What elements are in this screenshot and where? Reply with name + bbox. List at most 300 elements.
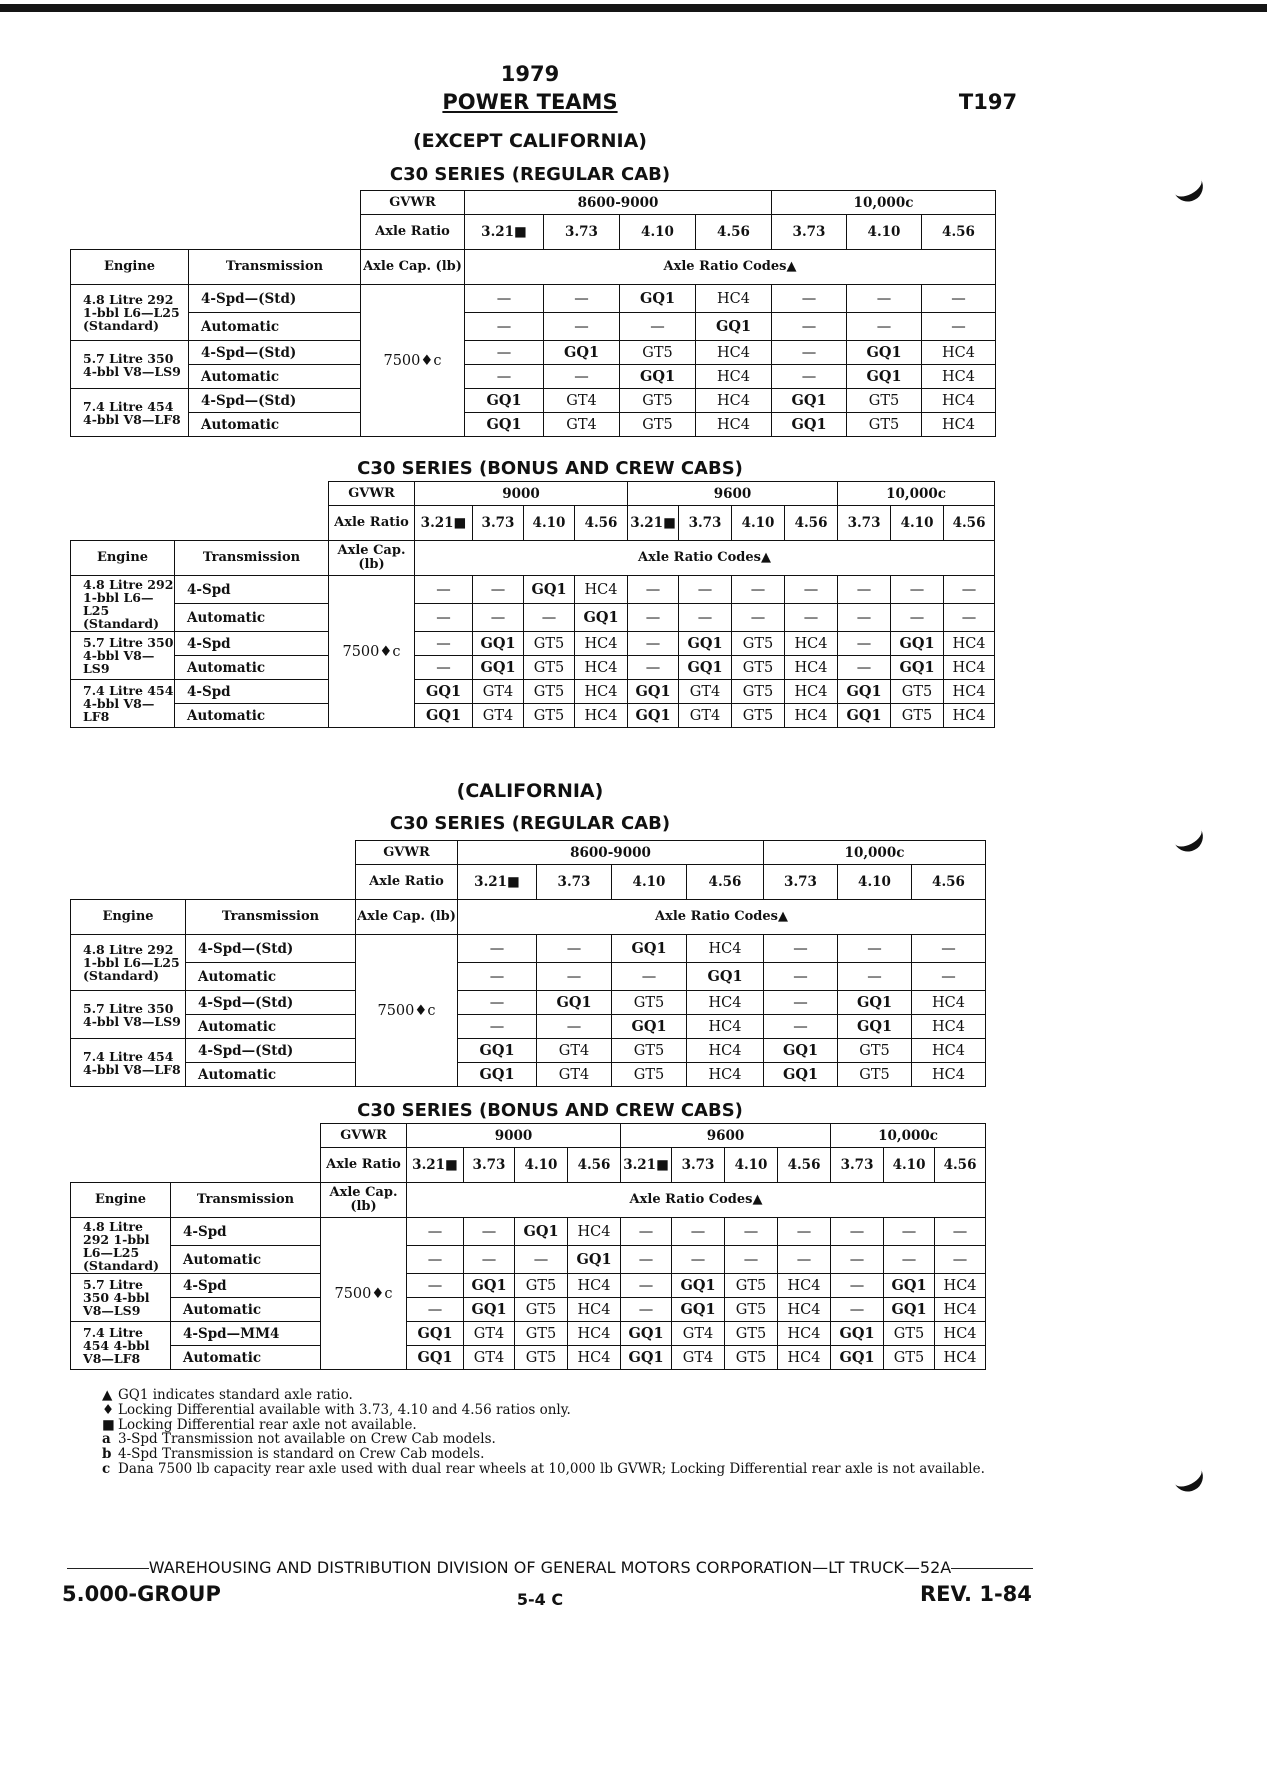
axle-code-cell: GQ1 [679,632,732,656]
transmission-cell: Automatic [175,656,329,680]
transmission-cell: 4-Spd [175,576,329,604]
axle-code-cell: — [628,604,679,632]
axle-code-cell: HC4 [935,1274,986,1298]
axle-code-cell: HC4 [912,1063,986,1087]
footer-group: 5.000-GROUP [62,1582,221,1606]
axle-code-cell: GQ1 [515,1218,568,1246]
axle-ratio-header: 4.56 [568,1148,621,1183]
axle-code-cell: — [772,313,847,341]
axle-code-cell: HC4 [778,1346,831,1370]
axle-code-cell: HC4 [687,1015,764,1039]
axle-code-cell: GT4 [464,1322,515,1346]
axle-capacity-label: Axle Cap. (lb) [329,541,415,576]
axle-code-cell: — [537,963,612,991]
transmission-cell: Automatic [189,413,361,437]
axle-code-cell: — [935,1246,986,1274]
axle-ratio-header: 4.10 [847,215,922,250]
axle-code-cell: GQ1 [465,413,544,437]
axle-code-cell: — [912,963,986,991]
axle-code-cell: GT5 [838,1039,912,1063]
axle-code-cell: GQ1 [838,680,891,704]
table-row [71,576,995,604]
axle-ratio-header: 3.21■ [621,1148,672,1183]
engine-column-header: Engine [71,250,189,285]
axle-code-cell: GQ1 [407,1346,464,1370]
axle-ratio-label: Axle Ratio [356,865,458,900]
axle-code-cell: — [785,604,838,632]
engine-cell: 5.7 Litre 350 4-bbl V8—LS9 [71,341,189,389]
axle-code-cell: HC4 [696,389,772,413]
axle-code-cell: — [732,576,785,604]
table-row [71,1298,986,1322]
axle-code-cell: HC4 [575,704,628,728]
axle-code-cell: — [831,1274,884,1298]
gvwr-group-header: 10,000c [764,841,986,865]
axle-ratio-header: 4.10 [524,506,575,541]
axle-code-cell: GT4 [464,1346,515,1370]
axle-code-cell: HC4 [922,365,996,389]
table-row [71,1015,986,1039]
axle-code-cell: — [628,656,679,680]
axle-code-cell: — [537,935,612,963]
axle-code-cell: — [407,1218,464,1246]
gvwr-group-header: 8600-9000 [465,191,772,215]
axle-code-cell: GT5 [515,1298,568,1322]
axle-code-cell: — [415,604,473,632]
axle-code-cell: — [764,935,838,963]
axle-code-cell: HC4 [696,341,772,365]
axle-code-cell: GQ1 [620,365,696,389]
axle-code-cell: HC4 [568,1218,621,1246]
axle-code-cell: — [772,365,847,389]
top-edge-bar [0,4,1267,12]
binder-hole-mark [1172,824,1208,857]
axle-code-cell: — [415,576,473,604]
transmission-cell: 4-Spd—(Std) [189,341,361,365]
transmission-cell: Automatic [186,1015,356,1039]
axle-code-cell: GT5 [524,656,575,680]
table-row [71,389,996,413]
footnote-marker: ♦ [102,1401,115,1418]
axle-ratio-header: 4.56 [912,865,986,900]
transmission-cell: Automatic [171,1298,321,1322]
gvwr-group-header: 10,000c [772,191,996,215]
axle-code-cell: HC4 [687,991,764,1015]
axle-code-cell: — [725,1246,778,1274]
footer-page-number: 5-4 C [516,1590,564,1609]
axle-ratio-header: 3.21■ [458,865,537,900]
axle-code-cell: — [621,1246,672,1274]
axle-code-cell: GT5 [524,704,575,728]
footnote-marker: a [102,1431,111,1448]
gvwr-label: GVWR [321,1124,407,1148]
engine-column-header: Engine [71,541,175,576]
gvwr-group-header: 10,000c [838,482,995,506]
axle-code-cell: — [465,313,544,341]
axle-ratio-header: 3.73 [672,1148,725,1183]
transmission-cell: Automatic [175,704,329,728]
axle-ratio-header: 3.73 [838,506,891,541]
engine-cell: 7.4 Litre 454 4-bbl V8—LF8 [71,1039,186,1087]
axle-ratio-header: 4.56 [778,1148,831,1183]
transmission-column-header: Transmission [175,541,329,576]
table-row [71,991,986,1015]
engine-cell: 7.4 Litre 454 4-bbl V8—LF8 [71,389,189,437]
axle-code-cell: GQ1 [672,1274,725,1298]
axle-code-cell: HC4 [922,413,996,437]
footnote-item [102,1388,985,1403]
page-id: T197 [958,90,1018,114]
gvwr-label: GVWR [356,841,458,865]
axle-code-cell: — [838,576,891,604]
axle-ratio-header: 3.73 [772,215,847,250]
axle-ratio-header: 4.10 [620,215,696,250]
table-row [71,413,996,437]
axle-capacity-cell: 7500♦c [356,935,458,1087]
gvwr-group-header: 10,000c [831,1124,986,1148]
axle-ratio-header: 4.10 [725,1148,778,1183]
axle-code-cell: — [679,576,732,604]
axle-code-cell: — [458,935,537,963]
axle-code-cell: GQ1 [473,656,524,680]
table-row [71,935,986,963]
power-team-table-ca-regular [70,840,986,1087]
axle-code-cell: — [944,604,995,632]
axle-code-cell: GT5 [725,1346,778,1370]
axle-code-cell: — [912,935,986,963]
table-row [71,704,995,728]
axle-code-cell: GT5 [515,1322,568,1346]
axle-code-cell: GQ1 [415,704,473,728]
transmission-cell: 4-Spd [171,1218,321,1246]
transmission-cell: 4-Spd [175,632,329,656]
axle-code-cell: — [831,1218,884,1246]
axle-code-cell: HC4 [912,991,986,1015]
axle-code-cell: — [922,285,996,313]
footnote-item [102,1403,985,1418]
axle-code-cell: — [407,1298,464,1322]
table-row [71,963,986,991]
transmission-cell: 4-Spd [175,680,329,704]
footnote-text: Locking Differential available with 3.73, 4.10 and 4.56 ratios only. [118,1401,571,1418]
axle-code-cell: GQ1 [672,1298,725,1322]
gvwr-group-header: 9000 [407,1124,621,1148]
footnote-text: Locking Differential rear axle not available. [118,1416,417,1433]
axle-code-cell: — [935,1218,986,1246]
transmission-cell: 4-Spd—(Std) [186,935,356,963]
axle-code-cell: GQ1 [772,389,847,413]
axle-code-cell: HC4 [912,1015,986,1039]
blank-corner [71,191,361,215]
axle-code-cell: GT4 [672,1346,725,1370]
axle-code-cell: GT5 [725,1274,778,1298]
axle-code-cell: — [838,963,912,991]
axle-code-cell: GQ1 [838,1015,912,1039]
axle-code-cell: — [831,1246,884,1274]
footnote-marker: ■ [102,1416,115,1433]
engine-column-header: Engine [71,1183,171,1218]
axle-code-cell: GQ1 [544,341,620,365]
axle-ratio-header: 3.21■ [415,506,473,541]
axle-code-cell: HC4 [912,1039,986,1063]
engine-cell: 4.8 Litre 292 1-bbl L6—L25 (Standard) [71,935,186,991]
axle-code-cell: GT4 [679,680,732,704]
axle-code-cell: — [891,604,944,632]
axle-ratio-header: 3.21■ [628,506,679,541]
table-row [71,604,995,632]
axle-code-cell: HC4 [922,389,996,413]
axle-code-cell: GQ1 [838,991,912,1015]
axle-code-cell: — [621,1218,672,1246]
axle-code-cell: GQ1 [679,656,732,680]
axle-code-cell: GQ1 [458,1063,537,1087]
axle-code-cell: GT4 [544,389,620,413]
footnote-text: GQ1 indicates standard axle ratio. [118,1387,353,1403]
engine-cell: 5.7 Litre 350 4-bbl V8—LS9 [71,1274,171,1322]
axle-code-cell: HC4 [687,935,764,963]
axle-ratio-label: Axle Ratio [361,215,465,250]
axle-ratio-header: 4.56 [696,215,772,250]
table-row [71,1346,986,1370]
axle-code-cell: GQ1 [568,1246,621,1274]
transmission-column-header: Transmission [189,250,361,285]
axle-code-cell: — [891,576,944,604]
axle-code-cell: — [732,604,785,632]
region-heading-except-california: (EXCEPT CALIFORNIA) [412,130,647,152]
axle-code-cell: HC4 [944,656,995,680]
axle-code-cell: — [764,963,838,991]
transmission-cell: Automatic [189,313,361,341]
axle-code-cell: HC4 [696,413,772,437]
axle-code-cell: — [464,1218,515,1246]
axle-code-cell: — [464,1246,515,1274]
transmission-cell: Automatic [186,1063,356,1087]
footnote-marker: b [102,1446,112,1463]
axle-ratio-header: 4.56 [687,865,764,900]
axle-code-cell: GQ1 [831,1346,884,1370]
footnote-marker: ▲ [102,1387,113,1403]
axle-code-cell: — [621,1298,672,1322]
footer-division-text: WAREHOUSING AND DISTRIBUTION DIVISION OF GENERAL MOTORS CORPORATION—LT TRUCK—52A [148,1558,952,1577]
axle-code-cell: GT5 [847,389,922,413]
axle-code-cell: GT5 [524,680,575,704]
transmission-cell: 4-Spd—(Std) [186,1039,356,1063]
blank-corner [71,506,329,541]
axle-code-cell: GT4 [672,1322,725,1346]
axle-code-cell: — [672,1246,725,1274]
axle-ratio-header: 3.73 [544,215,620,250]
axle-code-cell: — [465,365,544,389]
axle-ratio-header: 3.21■ [465,215,544,250]
axle-code-cell: GQ1 [884,1274,935,1298]
axle-code-cell: HC4 [778,1322,831,1346]
axle-code-cell: GQ1 [696,313,772,341]
axle-ratio-codes-header: Axle Ratio Codes▲ [458,900,986,935]
table-row [71,656,995,680]
axle-code-cell: GT5 [725,1322,778,1346]
axle-code-cell: — [838,632,891,656]
axle-ratio-header: 3.73 [764,865,838,900]
axle-code-cell: GT4 [473,704,524,728]
axle-code-cell: — [944,576,995,604]
footnote-text: 3-Spd Transmission not available on Crew Cab models. [118,1431,496,1448]
axle-code-cell: — [922,313,996,341]
axle-code-cell: HC4 [785,704,838,728]
table-row [71,341,996,365]
axle-code-cell: — [628,576,679,604]
axle-code-cell: — [458,963,537,991]
axle-code-cell: GQ1 [465,389,544,413]
axle-ratio-codes-header: Axle Ratio Codes▲ [465,250,996,285]
transmission-cell: Automatic [175,604,329,632]
axle-ratio-header: 4.56 [922,215,996,250]
blank-corner [71,865,356,900]
footer-division-line [65,1558,1035,1577]
gvwr-group-header: 9600 [621,1124,831,1148]
axle-code-cell: — [407,1274,464,1298]
blank-corner [71,482,329,506]
axle-code-cell: — [772,341,847,365]
footnote-text: 4-Spd Transmission is standard on Crew Cab models. [118,1446,485,1463]
axle-code-cell: — [838,656,891,680]
axle-code-cell: GT4 [537,1063,612,1087]
axle-code-cell: GT5 [620,341,696,365]
axle-code-cell: GQ1 [612,1015,687,1039]
axle-ratio-header: 3.73 [464,1148,515,1183]
axle-code-cell: GQ1 [621,1322,672,1346]
axle-code-cell: GT5 [620,389,696,413]
axle-code-cell: — [831,1298,884,1322]
region-heading-california: (CALIFORNIA) [456,780,604,802]
table-row [71,1246,986,1274]
engine-cell: 5.7 Litre 350 4-bbl V8—LS9 [71,632,175,680]
table-row [71,1063,986,1087]
axle-code-cell: GQ1 [772,413,847,437]
engine-cell: 7.4 Litre 454 4-bbl V8—LF8 [71,1322,171,1370]
table-row [71,313,996,341]
gvwr-label: GVWR [329,482,415,506]
engine-column-header: Engine [71,900,186,935]
axle-code-cell: GQ1 [831,1322,884,1346]
axle-code-cell: GT5 [612,991,687,1015]
footnote-item [102,1432,985,1447]
table-row [71,632,995,656]
axle-ratio-header: 4.10 [838,865,912,900]
axle-ratio-label: Axle Ratio [321,1148,407,1183]
axle-code-cell: — [672,1218,725,1246]
axle-code-cell: HC4 [575,656,628,680]
footnotes [102,1388,985,1477]
axle-code-cell: GQ1 [621,1346,672,1370]
footnote-item [102,1418,985,1433]
axle-code-cell: GQ1 [415,680,473,704]
axle-code-cell: HC4 [944,704,995,728]
axle-code-cell: GT4 [537,1039,612,1063]
axle-code-cell: HC4 [575,680,628,704]
table-row [71,680,995,704]
axle-code-cell: — [764,991,838,1015]
transmission-cell: 4-Spd—(Std) [189,389,361,413]
axle-code-cell: GT5 [838,1063,912,1087]
table-row [71,365,996,389]
axle-code-cell: GQ1 [464,1274,515,1298]
axle-code-cell: GT5 [732,632,785,656]
axle-code-cell: — [628,632,679,656]
axle-ratio-header: 3.21■ [407,1148,464,1183]
axle-code-cell: HC4 [785,632,838,656]
axle-code-cell: GT4 [544,413,620,437]
axle-code-cell: GT5 [847,413,922,437]
gvwr-group-header: 8600-9000 [458,841,764,865]
axle-code-cell: HC4 [687,1039,764,1063]
footnote-item [102,1462,985,1477]
axle-code-cell: — [778,1246,831,1274]
axle-code-cell: — [465,285,544,313]
transmission-cell: Automatic [171,1246,321,1274]
axle-code-cell: — [407,1246,464,1274]
axle-capacity-cell: 7500♦c [329,576,415,728]
axle-code-cell: GT5 [612,1063,687,1087]
axle-code-cell: GQ1 [884,1298,935,1322]
engine-cell: 7.4 Litre 454 4-bbl V8—LF8 [71,680,175,728]
axle-code-cell: GQ1 [687,963,764,991]
axle-code-cell: GQ1 [847,341,922,365]
axle-code-cell: — [473,604,524,632]
table-row [71,285,996,313]
axle-code-cell: — [785,576,838,604]
power-team-table-except-ca-crew [70,481,995,728]
axle-ratio-header: 4.56 [785,506,838,541]
axle-code-cell: — [544,365,620,389]
axle-code-cell: HC4 [696,365,772,389]
transmission-cell: 4-Spd—(Std) [189,285,361,313]
axle-code-cell: HC4 [944,680,995,704]
axle-code-cell: GT4 [473,680,524,704]
transmission-cell: Automatic [189,365,361,389]
transmission-cell: 4-Spd—MM4 [171,1322,321,1346]
axle-ratio-header: 4.10 [612,865,687,900]
axle-code-cell: GT5 [884,1346,935,1370]
footnote-text: Dana 7500 lb capacity rear axle used with dual rear wheels at 10,000 lb GVWR; Locking Differential rear axle is not available. [118,1460,985,1477]
axle-code-cell: — [838,935,912,963]
power-team-table-ca-crew [70,1123,986,1370]
blank-corner [71,1124,321,1148]
axle-code-cell: HC4 [568,1322,621,1346]
axle-code-cell: GT5 [732,680,785,704]
section-title-ca-crew: C30 SERIES (BONUS AND CREW CABS) [357,1100,743,1121]
axle-code-cell: GT5 [891,680,944,704]
axle-code-cell: GQ1 [464,1298,515,1322]
axle-code-cell: HC4 [568,1274,621,1298]
axle-code-cell: — [778,1218,831,1246]
axle-capacity-cell: 7500♦c [321,1218,407,1370]
axle-ratio-header: 4.10 [891,506,944,541]
axle-ratio-header: 4.10 [515,1148,568,1183]
footer-revision: REV. 1-84 [920,1582,1032,1606]
axle-code-cell: GQ1 [537,991,612,1015]
axle-ratio-header: 4.56 [935,1148,986,1183]
axle-ratio-header: 4.56 [575,506,628,541]
axle-ratio-label: Axle Ratio [329,506,415,541]
axle-code-cell: GQ1 [458,1039,537,1063]
transmission-cell: Automatic [186,963,356,991]
engine-cell: 4.8 Litre 292 1-bbl L6—L25 (Standard) [71,1218,171,1274]
transmission-column-header: Transmission [171,1183,321,1218]
blank-corner [71,1148,321,1183]
axle-ratio-header: 3.73 [679,506,732,541]
axle-code-cell: GT5 [612,1039,687,1063]
axle-ratio-codes-header: Axle Ratio Codes▲ [407,1183,986,1218]
